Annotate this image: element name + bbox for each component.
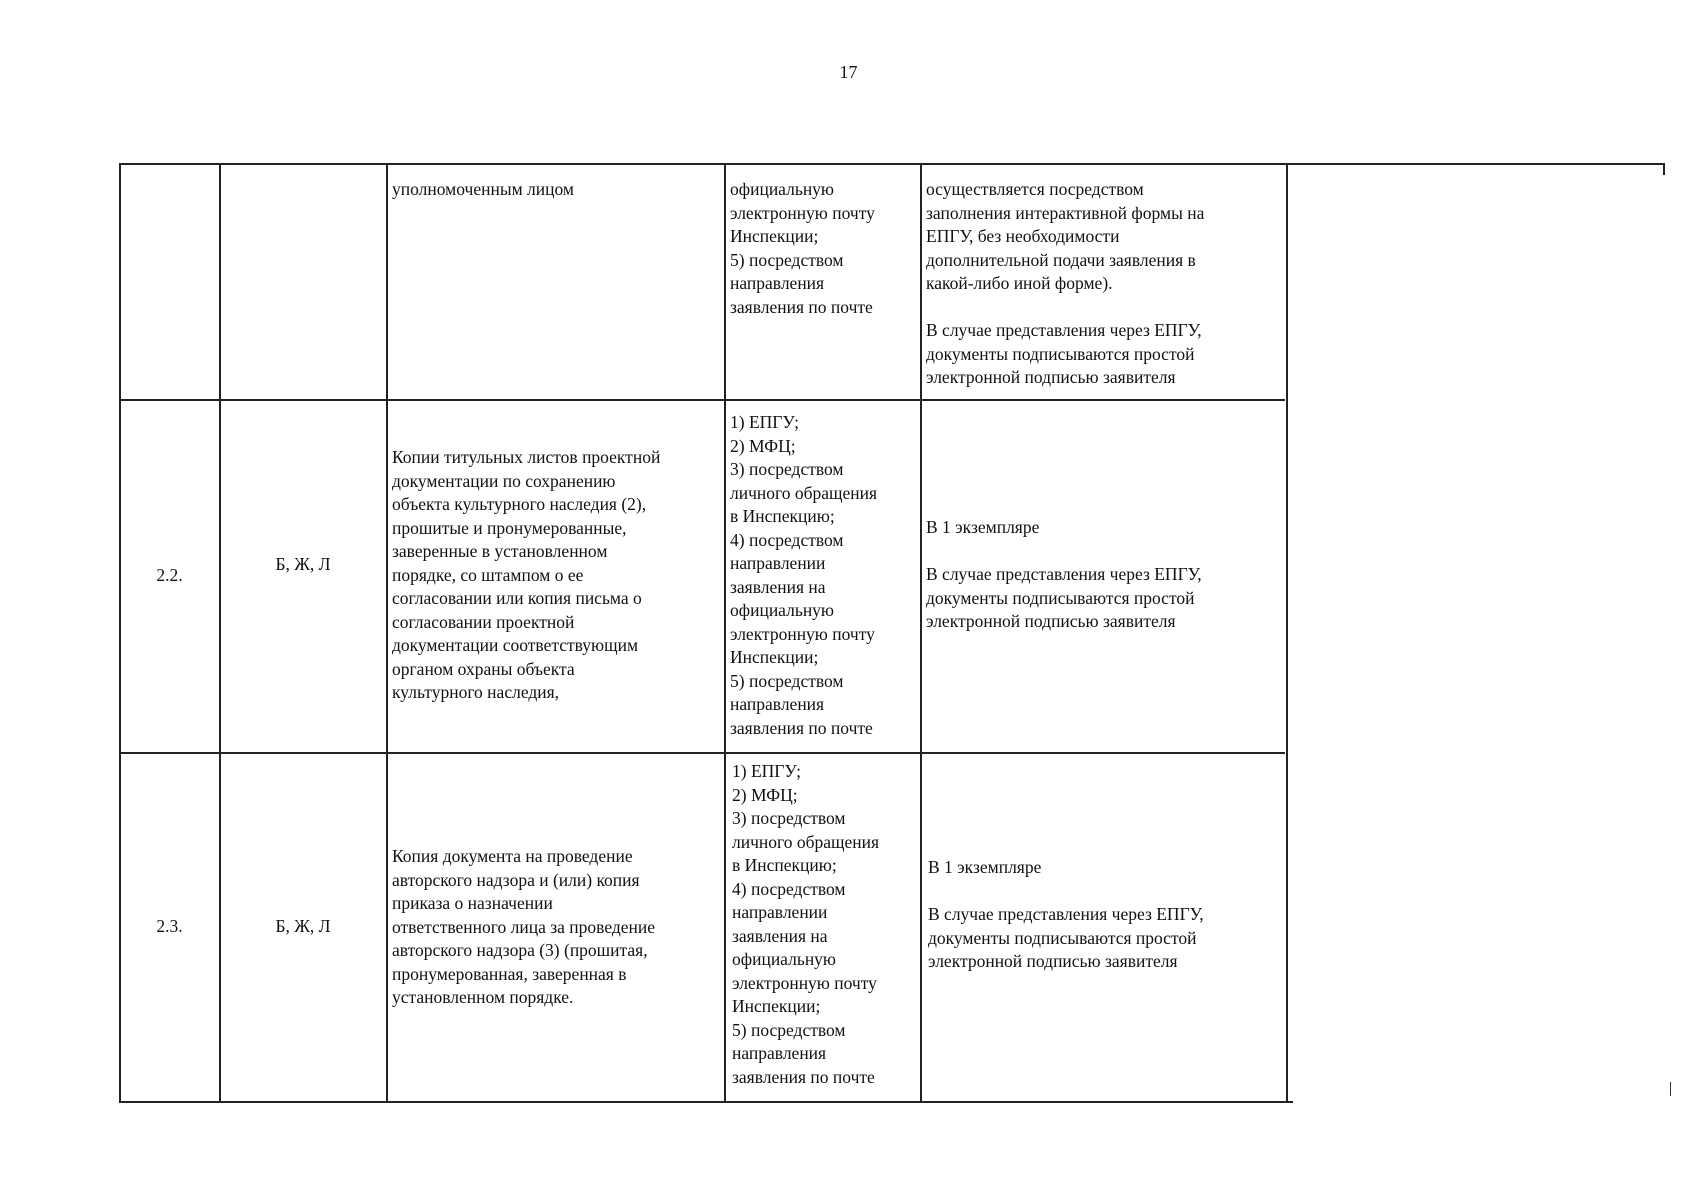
notes-cell: В 1 экземпляре В случае представления через ЕПГУ, документы подписываются простой электронной подписью заявителя (926, 517, 1202, 631)
table-border-bottom (119, 1101, 1293, 1103)
scan-artifact-line (1670, 1082, 1671, 1096)
page-number: 17 (839, 62, 858, 82)
table-border-left (119, 163, 121, 1102)
table-border-right (1663, 163, 1665, 175)
table-row-divider (119, 752, 1285, 754)
notes-cell: осуществляется посредством заполнения интерактивной формы на ЕПГУ, без необходимости дополнительной подачи заявления в какой-либо иной форме). В случае представления через ЕПГУ, документы подписываются простой электронной подписью заявителя (926, 179, 1205, 387)
methods-cell: официальную электронную почту Инспекции; 5) посредством направления заявления по почте (730, 179, 875, 317)
notes-cell: В 1 экземпляре В случае представления через ЕПГУ, документы подписываются простой электронной подписью заявителя (928, 857, 1204, 971)
document-cell: Копия документа на проведение авторского надзора и (или) копия приказа о назначении ответственного лица за проведение авторского надзора (3) (прошитая, пронумерованная, заверенная в установленном порядке. (392, 846, 656, 1007)
column-divider (724, 163, 726, 1102)
row-number-cell: 2.2. (156, 565, 183, 585)
categories-cell: Б, Ж, Л (275, 554, 331, 574)
document-cell: уполномоченным лицом (392, 179, 574, 199)
column-divider (219, 163, 221, 1102)
row-number-cell: 2.3. (156, 916, 183, 936)
document-cell: Копии титульных листов проектной документации по сохранению объекта культурного наследия (2), прошитые и пронумерованные, заверенные в установленном порядке, со штампом о ее согласовании или копия письма о согласовании проектной документации соответствующим органом охраны объекта культурного наследия, (392, 447, 661, 702)
column-divider (386, 163, 388, 1102)
table-border-top (119, 163, 1664, 165)
column-divider (1286, 163, 1288, 1102)
categories-cell: Б, Ж, Л (275, 916, 331, 936)
table-row-divider (119, 399, 1285, 401)
column-divider (920, 163, 922, 1102)
methods-cell: 1) ЕПГУ; 2) МФЦ; 3) посредством личного обращения в Инспекцию; 4) посредством направлении заявления на официальную электронную почту Инспекции; 5) посредством направления заявления по почте (730, 412, 878, 738)
methods-cell: 1) ЕПГУ; 2) МФЦ; 3) посредством личного обращения в Инспекцию; 4) посредством направлении заявления на официальную электронную почту Инспекции; 5) посредством направления заявления по почте (732, 761, 880, 1087)
